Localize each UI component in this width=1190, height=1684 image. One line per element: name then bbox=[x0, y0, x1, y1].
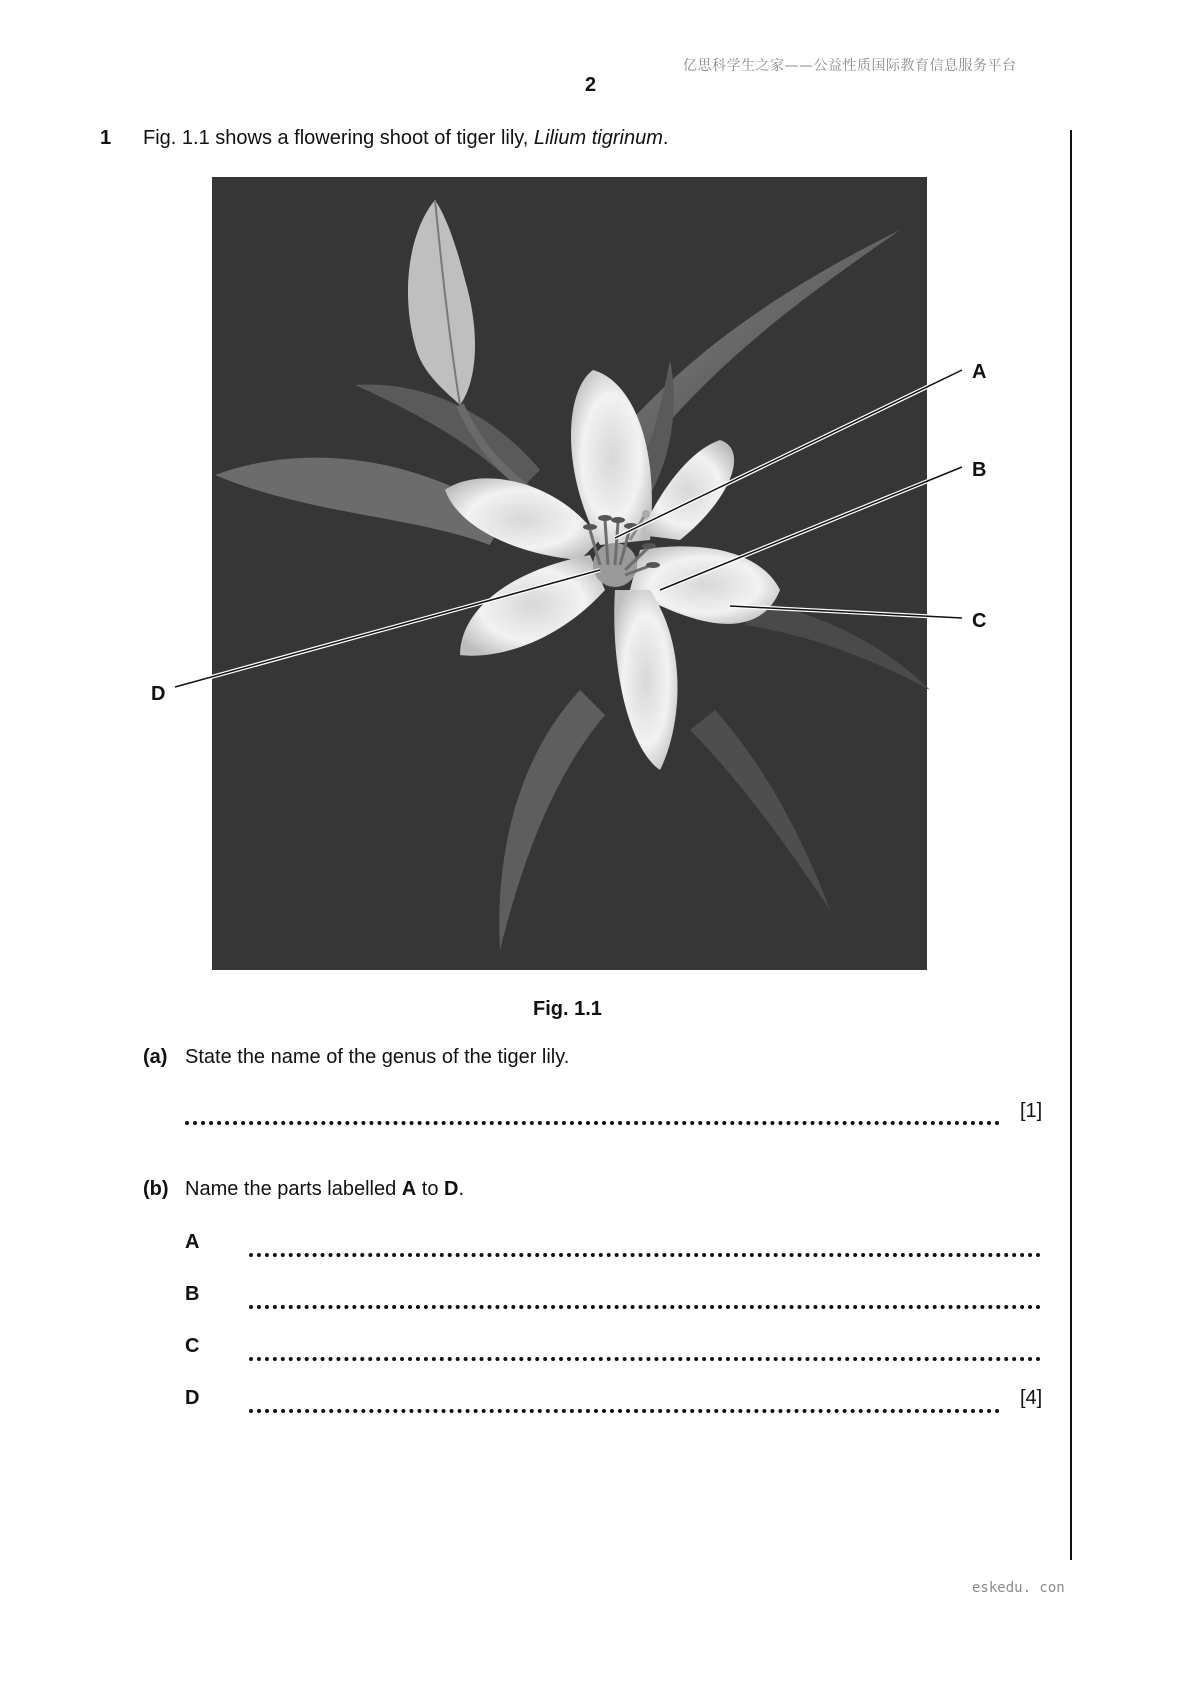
footer-watermark: eskedu. con bbox=[972, 1580, 1065, 1596]
figure-label-a: A bbox=[972, 361, 987, 383]
margin-rule bbox=[1070, 130, 1072, 1560]
answer-label-a: A bbox=[185, 1231, 200, 1253]
figure-caption: Fig. 1.1 bbox=[533, 998, 602, 1020]
figure-label-d: D bbox=[151, 683, 166, 705]
figure-label-b: B bbox=[972, 459, 987, 481]
part-b-marks: [4] bbox=[1020, 1387, 1043, 1409]
answer-label-b: B bbox=[185, 1283, 200, 1305]
part-a-label: (a) bbox=[143, 1046, 168, 1068]
answer-line-a[interactable] bbox=[249, 1253, 1041, 1257]
part-a-answer-line[interactable] bbox=[185, 1121, 1000, 1125]
part-b-text-prefix: Name the parts labelled bbox=[185, 1178, 402, 1200]
answer-line-d[interactable] bbox=[249, 1409, 1000, 1413]
part-b-text bbox=[185, 1178, 464, 1201]
answer-line-c[interactable] bbox=[249, 1357, 1041, 1361]
question-number: 1 bbox=[100, 127, 112, 149]
part-b-text-middle: to bbox=[416, 1178, 445, 1200]
species-name: Lilium tigrinum bbox=[533, 127, 663, 149]
header-watermark: 亿思科学生之家——公益性质国际教育信息服务平台 bbox=[683, 58, 1017, 74]
part-b-label: (b) bbox=[143, 1178, 169, 1200]
lily-figure bbox=[151, 170, 1040, 980]
part-a-marks: [1] bbox=[1020, 1100, 1043, 1122]
intro-prefix: Fig. 1.1 shows a flowering shoot of tiger lily, bbox=[143, 127, 534, 149]
answer-label-d: D bbox=[185, 1387, 200, 1409]
page-number: 2 bbox=[585, 74, 597, 96]
part-b-from-letter: A bbox=[401, 1178, 417, 1200]
part-b-to-letter: D bbox=[444, 1178, 459, 1200]
figure-label-c: C bbox=[972, 610, 987, 632]
answer-line-b[interactable] bbox=[249, 1305, 1041, 1309]
part-a-text: State the name of the genus of the tiger lily. bbox=[185, 1046, 570, 1068]
intro-suffix: . bbox=[662, 127, 669, 149]
figure-1-1 bbox=[151, 170, 1040, 980]
answer-label-c: C bbox=[185, 1335, 200, 1357]
question-intro bbox=[143, 127, 668, 150]
part-b-text-suffix: . bbox=[458, 1178, 465, 1200]
